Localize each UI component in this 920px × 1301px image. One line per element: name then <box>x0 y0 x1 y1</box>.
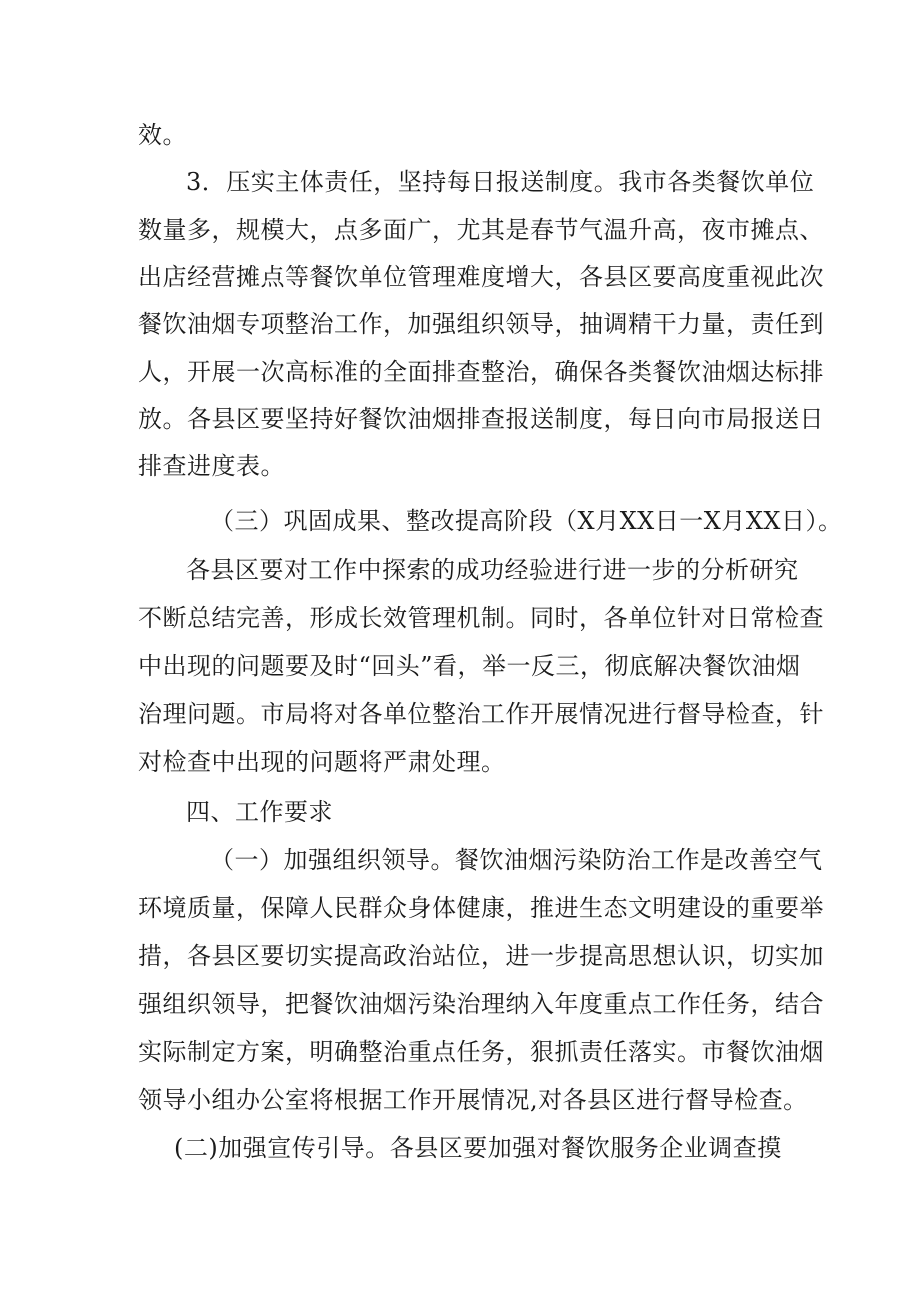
text-line: 各县区要对工作中探索的成功经验进行进一步的分析研究 <box>186 556 799 584</box>
text-line: 数量多，规模大，点多面广，尤其是春节气温升高，夜市摊点、 <box>138 216 824 244</box>
text-line: 人，开展一次高标准的全面排查整治，确保各类餐饮油烟达标排 <box>138 358 824 386</box>
text-line: 不断总结完善，形成长效管理机制。同时，各单位针对日常检查 <box>138 604 824 632</box>
text-line: 治理问题。市局将对各单位整治工作开展情况进行督导检查，针 <box>138 700 824 728</box>
text-line: 效。 <box>138 121 187 149</box>
text-line: 对检查中出现的问题将严肃处理。 <box>138 748 506 776</box>
section-heading-work-requirements: 四、工作要求 <box>186 798 333 826</box>
section-heading-phase-3: （三）巩固成果、整改提高阶段（X月XX日一X月XX日）。 <box>210 507 843 535</box>
text-line: 环境质量，保障人民群众身体健康，推进生态文明建设的重要举 <box>138 894 824 922</box>
text-line: 措，各县区要切实提高政治站位，进一步提高思想认识，切实加 <box>138 942 824 970</box>
text-line: 放。各县区要坚持好餐饮油烟排查报送制度，每日向市局报送日 <box>138 405 824 433</box>
text-line: 领导小组办公室将根据工作开展情况,对各县区进行督导检查。 <box>138 1086 808 1114</box>
subsection-heading-2: (二)加强宣传引导。各县区要加强对餐饮服务企业调查摸 <box>174 1134 782 1162</box>
text-line: 餐饮油烟专项整治工作，加强组织领导，抽调精干力量，责任到 <box>138 310 824 338</box>
text-line: 中出现的问题要及时“回头”看，举一反三，彻底解决餐饮油烟 <box>138 652 801 680</box>
paragraph-item-3-heading: 3．压实主体责任，坚持每日报送制度。我市各类餐饮单位 <box>186 168 815 196</box>
text-line: 强组织领导，把餐饮油烟污染治理纳入年度重点工作任务，结合 <box>138 990 824 1018</box>
subsection-heading-1: （一）加强组织领导。餐饮油烟污染防治工作是改善空气 <box>210 846 823 874</box>
text-line: 排查进度表。 <box>138 452 285 480</box>
text-line: 实际制定方案，明确整治重点任务，狠抓责任落实。市餐饮油烟 <box>138 1038 824 1066</box>
text-line: 出店经营摊点等餐饮单位管理难度增大，各县区要高度重视此次 <box>138 263 824 291</box>
